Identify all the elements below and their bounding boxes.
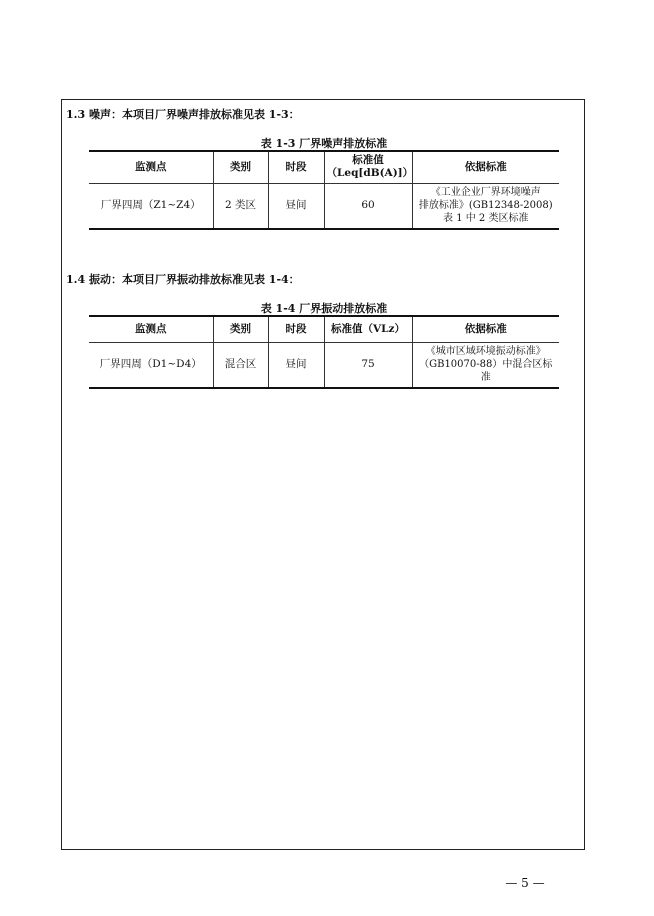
column-header-standard-value	[324, 151, 412, 183]
column-header-period: 时段	[268, 316, 324, 342]
table-row	[89, 183, 559, 229]
cell-period: 昼间	[268, 183, 324, 229]
column-header-standard-value: 标准值（VLz）	[324, 316, 412, 342]
basis-line: 《城市区域环境振动标准》	[425, 346, 546, 358]
noise-section-heading: 1.3 噪声：本项目厂界噪声排放标准见表 1-3：	[66, 108, 300, 121]
table-row	[89, 342, 559, 388]
basis-line: 表 1 中 2 类区标准	[443, 213, 529, 225]
column-header-monitoring-point: 监测点	[89, 316, 213, 342]
vibration-section-heading: 1.4 振动：本项目厂界振动排放标准见表 1-4：	[66, 273, 300, 286]
basis-line: （GB10070-88）中混合区标	[419, 359, 553, 371]
cell-category: 2 类区	[213, 183, 268, 229]
column-header-category: 类别	[213, 316, 268, 342]
cell-monitoring-point: 厂界四周（Z1~Z4）	[89, 183, 213, 229]
cell-category: 混合区	[213, 342, 268, 388]
column-header-category: 类别	[213, 151, 268, 183]
standard-value-unit: （Leq[dB(A)]）	[326, 167, 414, 180]
basis-line: 《工业企业厂界环境噪声	[430, 187, 541, 199]
table-header-row	[89, 151, 559, 183]
cell-basis-standard	[412, 342, 559, 388]
page-number: — 5 —	[505, 876, 545, 890]
noise-standard-table	[89, 150, 559, 230]
column-header-basis-standard: 依据标准	[412, 151, 559, 183]
column-header-basis-standard: 依据标准	[412, 316, 559, 342]
cell-standard-value: 60	[324, 183, 412, 229]
cell-basis-standard	[412, 183, 559, 229]
standard-value-label: 标准值	[352, 154, 384, 167]
cell-monitoring-point: 厂界四周（D1~D4）	[89, 342, 213, 388]
column-header-monitoring-point: 监测点	[89, 151, 213, 183]
vibration-standard-table	[89, 315, 559, 389]
column-header-period: 时段	[268, 151, 324, 183]
vibration-table-caption: 表 1-4 厂界振动排放标准	[260, 302, 388, 315]
noise-table-caption: 表 1-3 厂界噪声排放标准	[260, 137, 388, 150]
basis-line: 排放标准》(GB12348-2008)	[418, 200, 553, 212]
cell-standard-value: 75	[324, 342, 412, 388]
basis-line: 准	[480, 372, 491, 384]
cell-period: 昼间	[268, 342, 324, 388]
table-header-row	[89, 316, 559, 342]
